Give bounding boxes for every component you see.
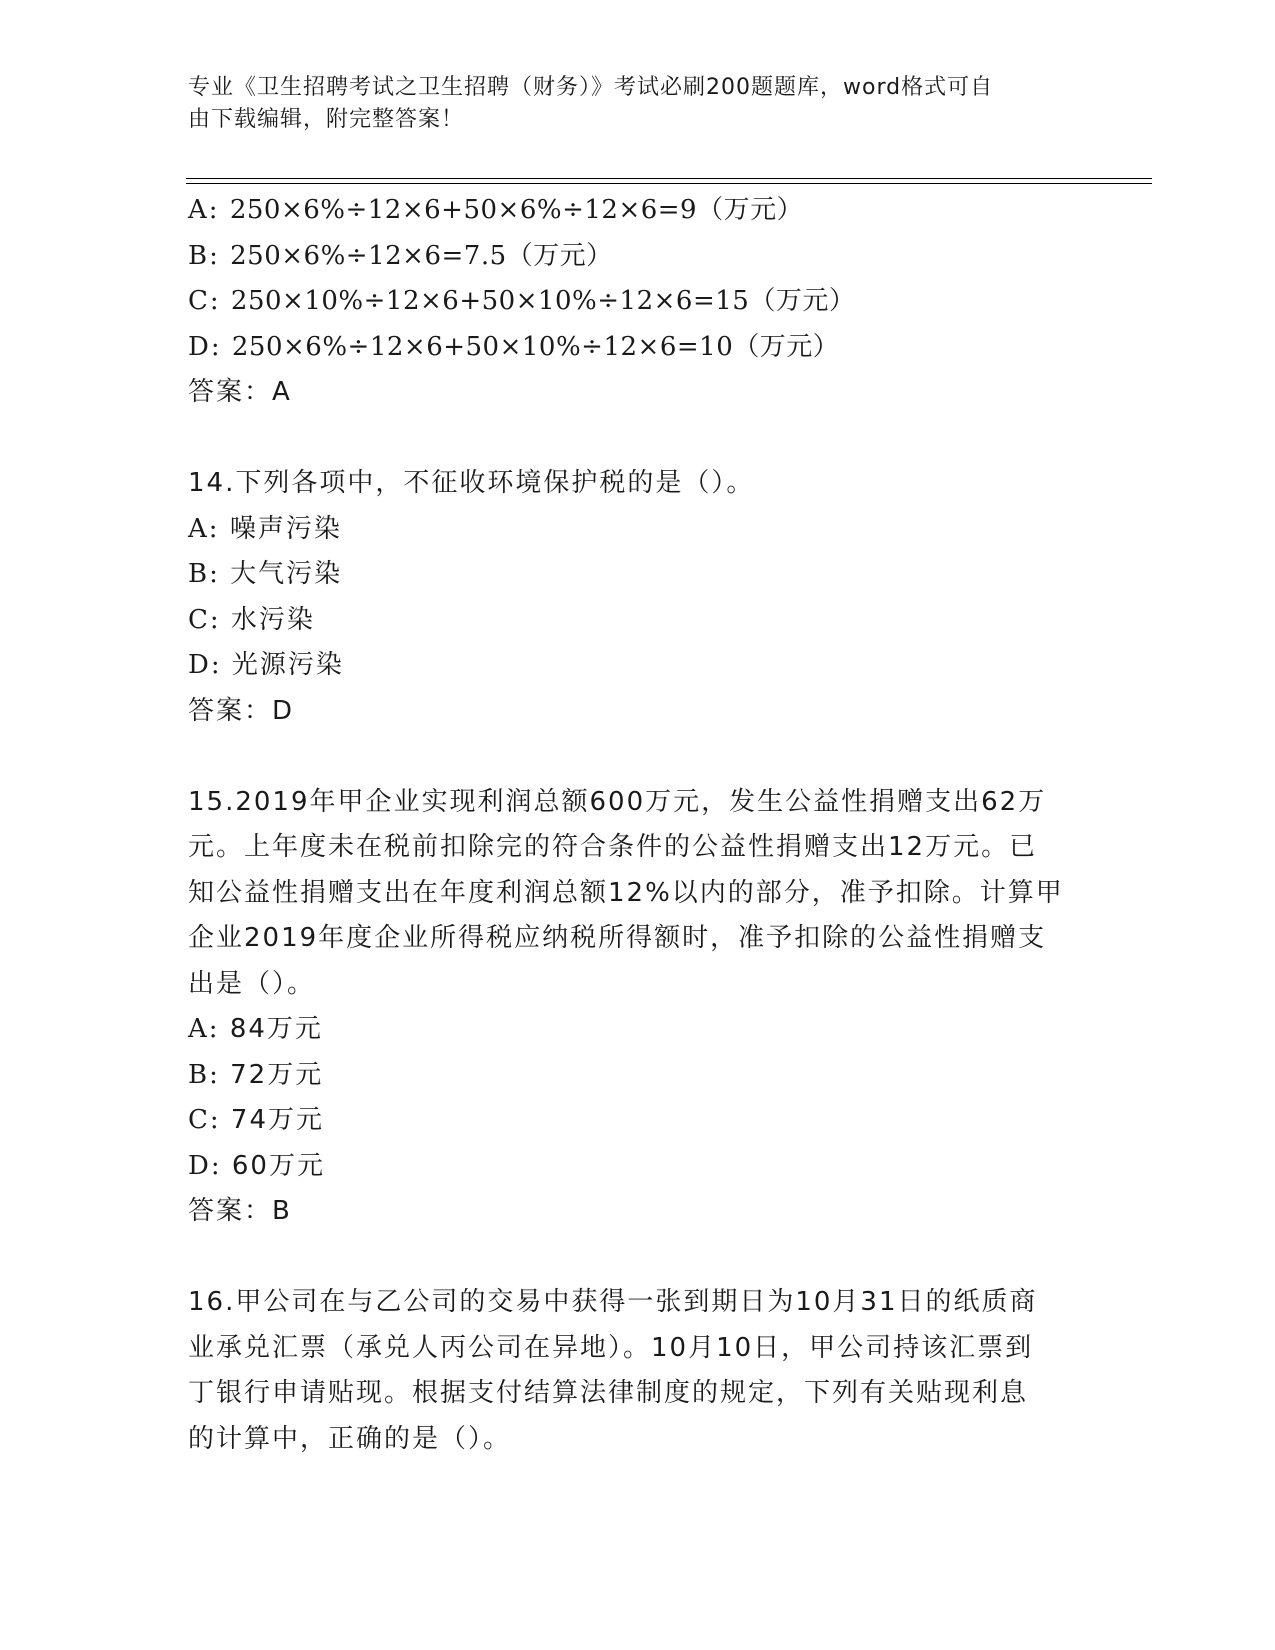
header-rule-bottom xyxy=(186,183,1152,184)
q15-stem-line: 15.2019年甲企业实现利润总额600万元，发生公益性捐赠支出62万 xyxy=(188,786,1047,817)
q16-stem-line: 丁银行申请贴现。根据支付结算法律制度的规定，下列有关贴现利息 xyxy=(188,1378,1029,1408)
q14-option-c: C: 水污染 xyxy=(188,604,315,635)
q16-stem-line: 的计算中，正确的是（）。 xyxy=(188,1423,512,1454)
question-15 xyxy=(188,780,1088,1235)
question-14 xyxy=(188,461,1088,734)
document-body xyxy=(188,188,1088,1462)
header-line-1: 专业《卫生招聘考试之卫生招聘（财务）》考试必刷200题题库，word格式可自 xyxy=(188,75,994,100)
q14-answer: 答案：D xyxy=(188,695,295,726)
q15-stem-line: 出是（）。 xyxy=(188,968,316,999)
question-13 xyxy=(188,188,1088,416)
q15-answer: 答案：B xyxy=(188,1196,292,1226)
q15-option-c: C: 74万元 xyxy=(188,1105,325,1135)
q14-option-d: D: 光源污染 xyxy=(188,650,344,680)
q15-stem-line: 元。上年度未在税前扣除完的符合条件的公益性捐赠支出12万元。已 xyxy=(188,832,1038,862)
q14-option-a: A: 噪声污染 xyxy=(188,513,342,544)
q13-option-c: C: 250×10%÷12×6+50×10%÷12×6=15（万元） xyxy=(188,286,856,316)
header-line-2: 由下载编辑，附完整答案！ xyxy=(188,107,465,132)
document-header xyxy=(188,72,1068,136)
q13-option-b: B: 250×6%÷12×6=7.5（万元） xyxy=(188,240,613,271)
q14-option-b: B: 大气污染 xyxy=(188,559,343,589)
q15-option-b: B: 72万元 xyxy=(188,1059,324,1090)
spacer xyxy=(188,1235,1088,1281)
q13-answer: 答案：A xyxy=(188,377,292,407)
q13-option-d: D: 250×6%÷12×6+50×10%÷12×6=10（万元） xyxy=(188,331,840,362)
q15-option-d: D: 60万元 xyxy=(188,1150,325,1181)
q16-stem-line: 16.甲公司在与乙公司的交易中获得一张到期日为10月31日的纸质商 xyxy=(188,1287,1038,1317)
question-16 xyxy=(188,1280,1088,1462)
q16-stem-line: 业承兑汇票（承兑人丙公司在异地）。10月10日，甲公司持该汇票到 xyxy=(188,1332,1034,1363)
spacer xyxy=(188,734,1088,780)
spacer xyxy=(188,416,1088,462)
q15-option-a: A: 84万元 xyxy=(188,1014,323,1044)
q15-stem-line: 企业2019年度企业所得税应纳税所得额时，准予扣除的公益性捐赠支 xyxy=(188,923,1047,953)
q14-stem: 14.下列各项中，不征收环境保护税的是（）。 xyxy=(188,468,755,498)
q13-option-a: A: 250×6%÷12×6+50×6%÷12×6=9（万元） xyxy=(188,195,804,225)
header-rule-top xyxy=(186,178,1152,179)
q15-stem-line: 知公益性捐赠支出在年度利润总额12%以内的部分，准予扣除。计算甲 xyxy=(188,877,1064,908)
